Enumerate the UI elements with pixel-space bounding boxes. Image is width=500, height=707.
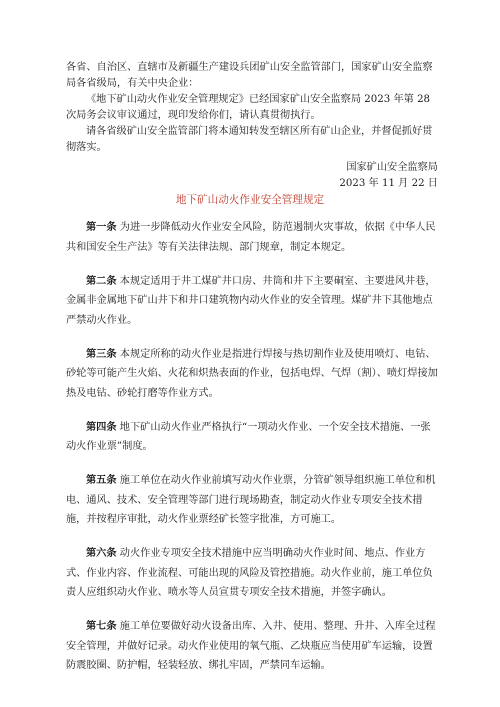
article-number: 第五条: [86, 474, 117, 486]
notice-paragraph-1: 《地下矿山动火作业安全管理规定》已经国家矿山安全监察局 2023 年第 28 次局务会议审议通过，现印发给你们，请认真贯彻执行。: [66, 94, 431, 121]
article-4: [66, 418, 438, 457]
article-6: [66, 544, 438, 603]
notice-body: [66, 60, 438, 156]
article-number: 第二条: [86, 274, 117, 287]
article-text: 本规定适用于井工煤矿井口房、井筒和井下主要硐室、主要进风井巷，金属非金属地下矿山井下和井口建筑物内动火作业的安全管理。煤矿井下其他地点严禁动火作业。: [66, 275, 436, 326]
article-number: 第一条: [86, 221, 117, 233]
regulation-title: 地下矿山动火作业安全管理规定: [175, 194, 325, 206]
signature-organization: 国家矿山安全监察局: [346, 162, 438, 173]
article-5: [66, 471, 438, 530]
article-text: 施工单位要做好动火设备出库、入井、使用、整理、升井、入库全过程安全管理，并做好记录。动火作业使用的氧气瓶、乙炔瓶应当使用矿车运输，设置防震胶圈、防护帽，轻装轻放、绑扎牢固，严禁同车运输。: [66, 621, 436, 671]
article-text: 动火作业专项安全技术措施中应当明确动火作业时间、地点、作业方式、作业内容、作业流程、可能出现的风险及管控措施。动火作业前，施工单位负责人应组织动火作业、喷水等人员宣贯专项安全技术措施，并签字确认。: [66, 548, 433, 598]
article-text: 施工单位在动火作业前填写动火作业票，分管矿领导组织施工单位和机电、通风、技术、安全管理等部门进行现场勘查，制定动火作业专项安全技术措施，并按程序审批，动火作业票经矿长签字批准，方可施工。: [66, 475, 436, 525]
signature-date: 2023 年 11 月 22 日: [339, 178, 438, 189]
article-3: [66, 345, 438, 404]
article-text: 为进一步降低动火作业安全风险，防范遏制火灾事故，依据《中华人民共和国安全生产法》等有关法律法规、部门规章，制定本规定。: [66, 222, 436, 253]
notice-addressee: 各省、自治区、直辖市及新疆生产建设兵团矿山安全监管部门，国家矿山安全监察局各省级局，有关中央企业：: [66, 62, 433, 89]
article-2: [66, 272, 438, 331]
article-text: 本规定所称的动火作业是指进行焊接与热切割作业及使用喷灯、电钻、砂轮等可能产生火焰、火花和炽热表面的作业，包括电焊、气焊（割）、喷灯焊接加热及电钻、砂轮打磨等作业方式。: [66, 348, 438, 399]
article-number: 第三条: [86, 347, 117, 360]
notice-paragraph-2: 请各省级矿山安全监管部门将本通知转发至辖区所有矿山企业，并督促抓好贯彻落实。: [66, 126, 433, 153]
article-text: 地下矿山动火作业严格执行“一项动火作业、一个安全技术措施、一张动火作业票”制度。: [66, 421, 431, 452]
article-number: 第四条: [86, 420, 117, 433]
article-7: [66, 617, 438, 676]
article-number: 第七条: [86, 620, 117, 632]
article-1: [66, 218, 438, 257]
notice-signature: [339, 160, 438, 192]
regulation-articles: [66, 218, 438, 690]
article-number: 第六条: [86, 547, 117, 559]
